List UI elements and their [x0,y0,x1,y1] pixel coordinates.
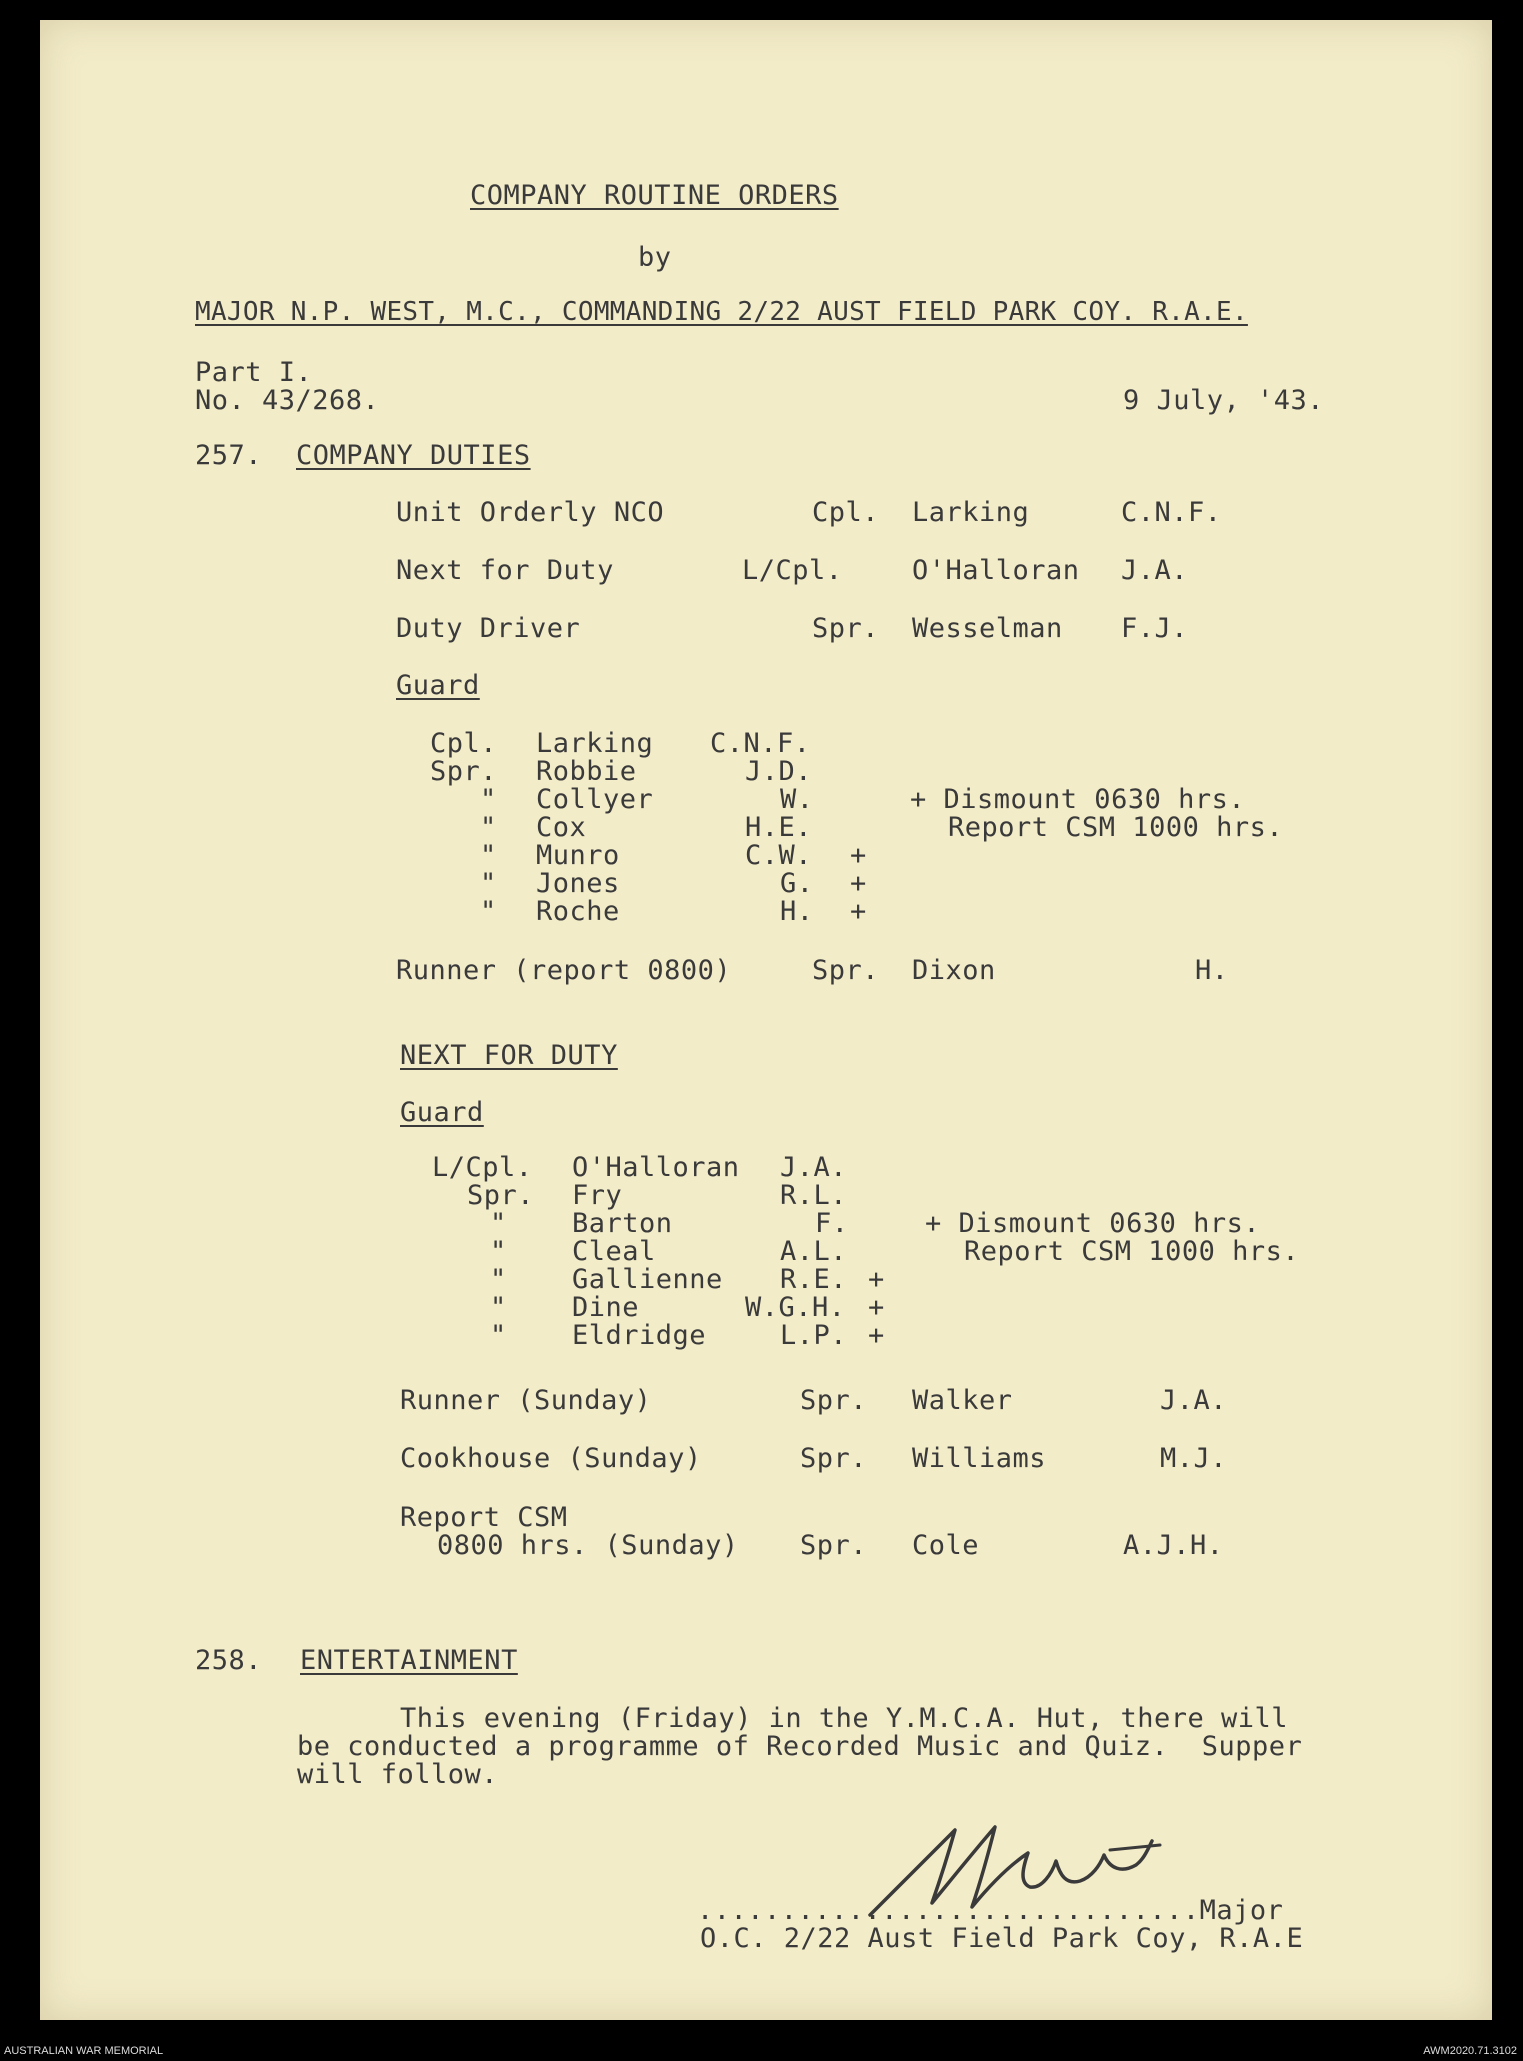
duty-role-cont: 0800 hrs. (Sunday) [437,1530,739,1561]
section-258-number: 258. [195,1645,263,1676]
guard-rank: " [480,840,497,871]
order-date: 9 July, '43. [1123,385,1325,416]
guard-initials: F. [815,1208,849,1239]
section-257-number: 257. [195,440,263,471]
guard-name: Munro [536,840,620,871]
entertainment-line-1: This evening (Friday) in the Y.M.C.A. Hut, there will [400,1703,1289,1734]
entertainment-line-2: be conducted a programme of Recorded Music and Quiz. Supper [297,1731,1303,1762]
guard-name: Robbie [536,756,637,787]
duty-rank: Spr. [812,613,880,644]
duty-initials: C.N.F. [1121,497,1222,528]
duty-initials: F.J. [1121,613,1189,644]
order-number: No. 43/268. [195,385,380,416]
next-guard-heading: Guard [400,1097,484,1128]
signature-dots: ..............................Major [697,1895,1284,1926]
duty-initials: M.J. [1160,1443,1228,1474]
guard-mark: + [850,896,867,927]
entertainment-line-3: will follow. [297,1759,499,1790]
duty-name: Williams [912,1443,1047,1474]
guard-initials: L.P. [780,1320,848,1351]
guard-name: Dine [572,1292,640,1323]
commander-line: MAJOR N.P. WEST, M.C., COMMANDING 2/22 AUST FIELD PARK COY. R.A.E. [195,297,1248,327]
guard-name: Collyer [536,784,654,815]
guard-mark: + [868,1292,885,1323]
guard-mark: + [868,1320,885,1351]
guard-mark: + [850,840,867,871]
guard-name: Eldridge [572,1320,707,1351]
page-title: COMPANY ROUTINE ORDERS [470,180,839,211]
next-guard-note-dismount: + Dismount 0630 hrs. [925,1208,1261,1239]
duty-rank: Cpl. [812,497,880,528]
section-258-heading: ENTERTAINMENT [300,1645,518,1676]
guard-rank: " [480,784,497,815]
duty-name: Dixon [912,955,996,986]
guard-heading: Guard [396,670,480,701]
next-guard-note-report: Report CSM 1000 hrs. [964,1236,1300,1267]
by-line: by [638,242,672,273]
guard-name: Jones [536,868,620,899]
guard-name: O'Halloran [572,1152,740,1183]
duty-rank: L/Cpl. [742,555,843,586]
guard-note-dismount: + Dismount 0630 hrs. [910,784,1246,815]
guard-rank: Spr. [467,1180,535,1211]
guard-initials: J.A. [780,1152,848,1183]
guard-initials: R.L. [780,1180,848,1211]
guard-initials: C.W. [745,840,813,871]
guard-initials: W.G.H. [745,1292,846,1323]
guard-mark: + [868,1264,885,1295]
section-257-heading: COMPANY DUTIES [296,440,531,471]
next-for-duty-heading: NEXT FOR DUTY [400,1040,618,1071]
guard-rank: " [490,1320,507,1351]
duty-role: Runner (Sunday) [400,1385,652,1416]
guard-note-report: Report CSM 1000 hrs. [948,812,1284,843]
duty-role: Report CSM [400,1502,568,1533]
duty-name: Larking [912,497,1030,528]
guard-rank: " [480,896,497,927]
guard-rank: " [490,1236,507,1267]
guard-name: Barton [572,1208,673,1239]
signature-unit: O.C. 2/22 Aust Field Park Coy, R.A.E [700,1923,1304,1954]
duty-rank: Spr. [800,1385,868,1416]
guard-rank: " [490,1208,507,1239]
guard-rank: " [490,1292,507,1323]
duty-role: Duty Driver [396,613,581,644]
part-number: Part I. [195,357,313,388]
duty-rank: Spr. [800,1443,868,1474]
duty-name: Walker [912,1385,1013,1416]
guard-name: Gallienne [572,1264,723,1295]
guard-initials: H.E. [745,812,813,843]
guard-initials: A.L. [780,1236,848,1267]
guard-name: Cleal [572,1236,656,1267]
guard-name: Larking [536,728,654,759]
footer-right: AWM2020.71.3102 [1423,2045,1517,2057]
footer-left: AUSTRALIAN WAR MEMORIAL [4,2045,164,2057]
guard-rank: Cpl. [430,728,498,759]
duty-role: Cookhouse (Sunday) [400,1443,702,1474]
duty-name: O'Halloran [912,555,1080,586]
duty-initials: J.A. [1121,555,1189,586]
guard-name: Roche [536,896,620,927]
guard-rank: " [480,812,497,843]
guard-initials: R.E. [780,1264,848,1295]
duty-role: Next for Duty [396,555,614,586]
guard-rank: " [480,868,497,899]
duty-rank: Spr. [800,1530,868,1561]
duty-initials: A.J.H. [1123,1530,1224,1561]
guard-rank: Spr. [430,756,498,787]
guard-mark: + [850,868,867,899]
duty-initials: J.A. [1160,1385,1228,1416]
duty-role: Runner (report 0800) [396,955,732,986]
guard-rank: " [490,1264,507,1295]
duty-name: Cole [912,1530,980,1561]
duty-name: Wesselman [912,613,1063,644]
archive-footer [0,2041,1523,2061]
guard-name: Cox [536,812,587,843]
guard-name: Fry [572,1180,623,1211]
guard-initials: H. [780,896,814,927]
duty-role: Unit Orderly NCO [396,497,665,528]
guard-initials: W. [780,784,814,815]
duty-initials: H. [1195,955,1229,986]
guard-rank: L/Cpl. [432,1152,533,1183]
guard-initials: J.D. [745,756,813,787]
guard-initials: C.N.F. [710,728,811,759]
guard-initials: G. [780,868,814,899]
duty-rank: Spr. [812,955,880,986]
